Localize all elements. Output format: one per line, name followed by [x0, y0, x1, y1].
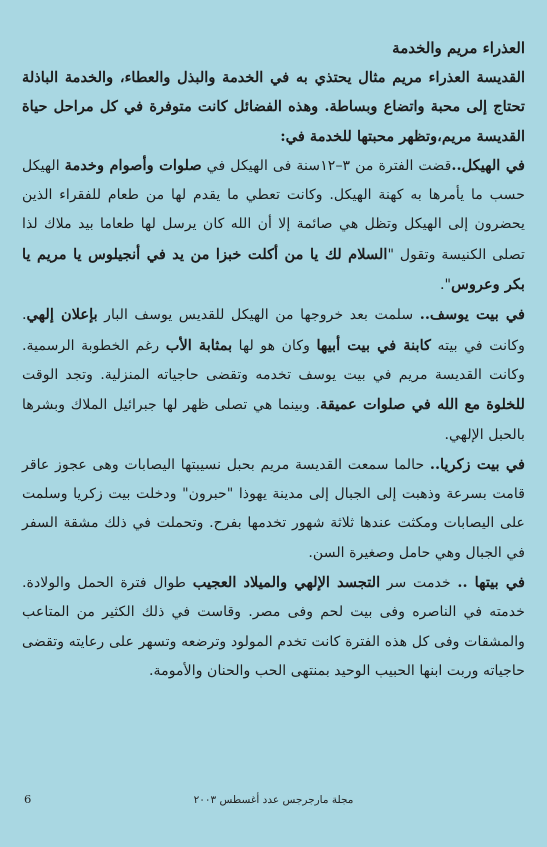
section-heading: في بيت زكريا.. — [429, 455, 525, 473]
text: . وكانت في بيته — [22, 307, 525, 354]
section-heading: في بيت يوسف.. — [419, 306, 525, 324]
emphasis: كابنة في بيت أبيها — [316, 336, 431, 354]
journal-issue: مجلة مارجرجس عدد أغسطس ٢٠٠٣ — [193, 794, 354, 806]
text: قضت الفترة من ٣–١٢سنة فى الهيكل في — [201, 157, 452, 174]
text: حالما سمعت القديسة مريم بحبل نسيبتها اليصابات وهى عجوز عاقر قامت بسرعة وذهبت إلى الجبال إلى مدينة يهوذا "حبرون" ودخلت بيت زكريا وسلمت على اليصابات ومكثت عندها ثلاثة شهور تخدمها بفرح. وتحملت في ذلك مشقة السفر في الجبال وهي حامل وصغيرة السن. — [22, 456, 525, 561]
emphasis: التجسد الإلهي والميلاد العجيب — [192, 574, 381, 592]
emphasis: بمثابة الأب — [165, 336, 233, 354]
section-joseph-house — [22, 300, 525, 449]
emphasis: للخلوة مع الله في صلوات عميقة — [320, 396, 525, 414]
emphasis: السلام لك يا من أكلت خبزا من يد في أنجيلوس يا مريم يا بكر وعروس — [22, 245, 525, 294]
text: سلمت بعد خروجها من الهيكل للقديس يوسف البار — [97, 307, 420, 324]
text: . وبينما هي تصلى ظهر لها جبرائيل الملاك وبشرها بالحبل الإلهي. — [22, 397, 525, 443]
text: طوال فترة الحمل والولادة. خدمته في الناصره وفى بيت لحم وفى مصر. وقاست في ذلك الكثير من المتاعب والمشقات وفى كل هذه الفترة كانت تخدم المولود وترضعه وتسهر على رعايته وتقضى حاجياته وربت ابنها الحبيب الوحيد بمنتهى الحب والحنان والأمومة. — [22, 575, 525, 679]
text: وكان هو لها — [232, 337, 317, 354]
section-heading: في بيتها .. — [457, 574, 526, 592]
section-zechariah-house — [22, 450, 525, 568]
section-temple — [22, 151, 525, 300]
text: ". — [440, 277, 452, 294]
emphasis: بإعلان إلهي — [26, 306, 98, 324]
section-heading: في الهيكل.. — [451, 156, 525, 174]
section-her-house — [22, 568, 525, 686]
intro-paragraph: القديسة العذراء مريم مثال يحتذي به في الخدمة والبذل والعطاء، والخدمة الباذلة تحتاج إلى محبة واتضاع وبساطة. وهذه الفضائل كانت متوفرة في كل مراحل حياة القديسة مريم،وتظهر محبتها للخدمة في: — [22, 69, 525, 145]
article-title: العذراء مريم والخدمة — [392, 39, 525, 57]
article — [22, 34, 525, 686]
text: رغم الخطوبة الرسمية. وكانت القديسة مريم في بيت يوسف تخدمه وتقضى حاجياته المنزلية. وتجد الوقت — [22, 337, 525, 383]
page-footer — [0, 792, 547, 812]
text: الهيكل حسب ما يأمرها به كهنة الهيكل. وكانت تعطي ما يقدم لها من طعام للفقراء الذين يحضرون إلى الهيكل وتظل هي صائمة إلا أن الله كان يرسل لها طعاما بيد ملاك لذا تصلى الكنيسة وتقول " — [22, 157, 525, 263]
emphasis: صلوات وأصوام وخدمة — [64, 156, 202, 174]
text: خدمت سر — [380, 575, 458, 592]
page-number: 6 — [24, 792, 32, 806]
